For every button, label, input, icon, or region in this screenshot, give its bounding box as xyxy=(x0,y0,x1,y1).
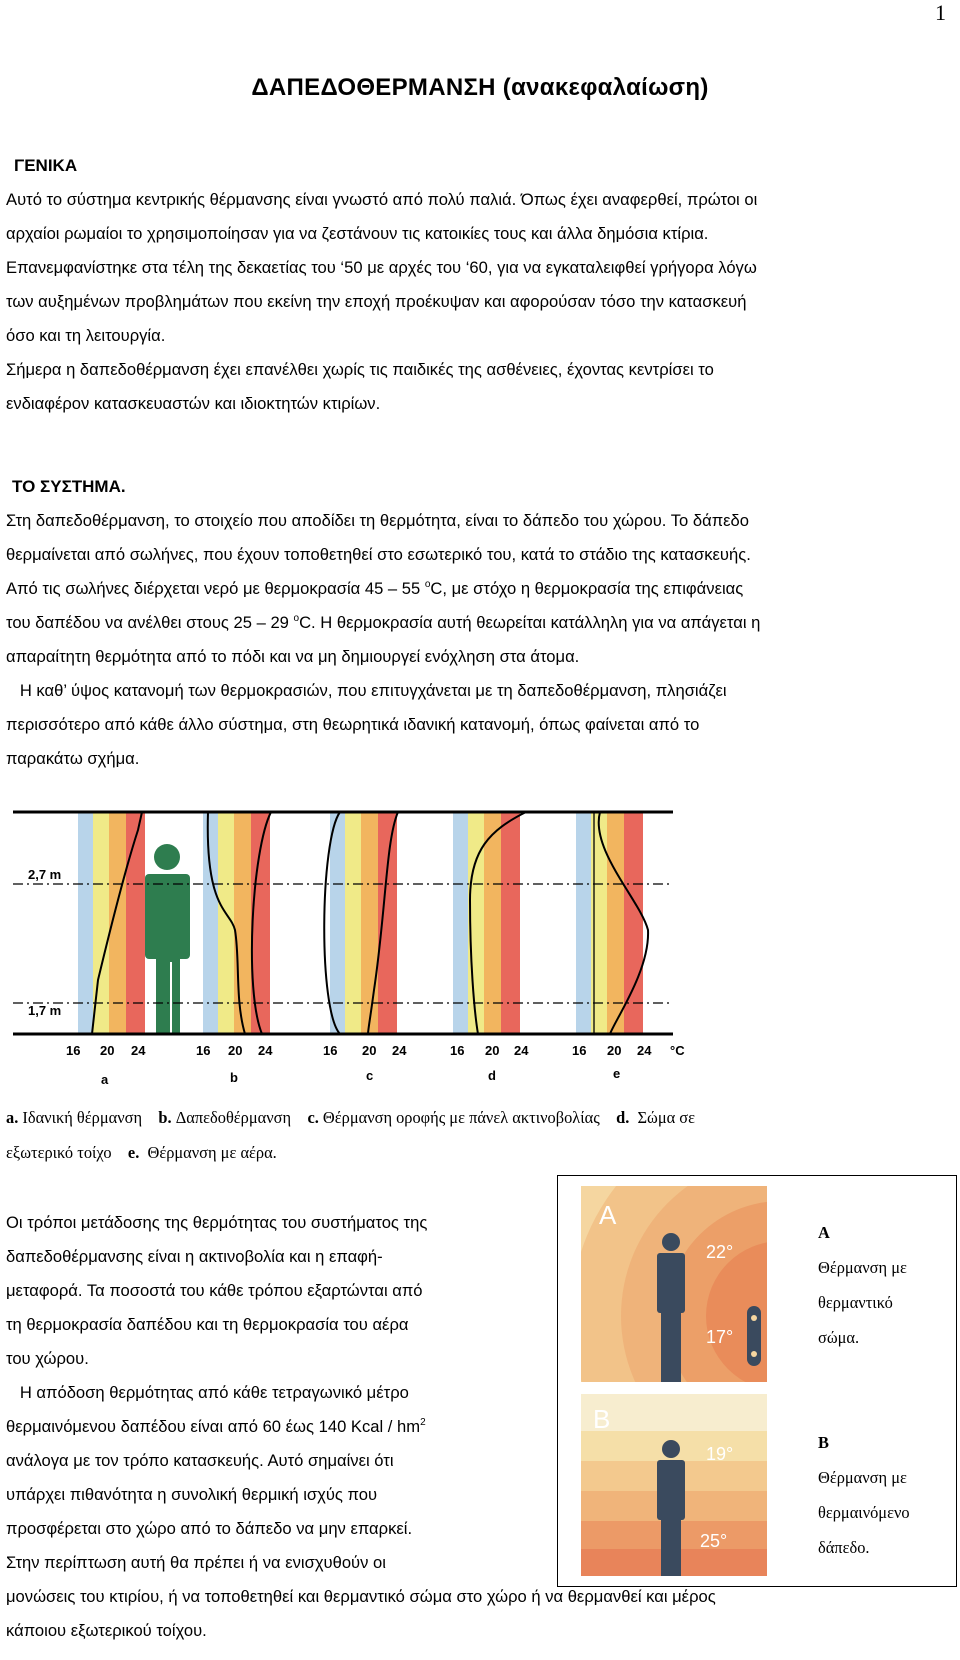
text-line: Αυτό το σύστημα κεντρικής θέρμανσης είναι γνωστό από πολύ παλιά. Όπως έχει αναφερθεί, πρώτοι οι xyxy=(6,190,758,209)
temperature-value: 19° xyxy=(706,1444,734,1464)
text-line: θερμαίνεται από σωλήνες, που έχουν τοποθετηθεί στο εσωτερικό του, κατά το στάδιο της κατασκευής. xyxy=(6,545,751,564)
temperature-distribution-figure xyxy=(0,790,700,1095)
person-icon xyxy=(657,1440,685,1576)
page-title: ΔΑΠΕΔΟΘΕΡΜΑΝΣΗ (ανακεφαλαίωση) xyxy=(251,74,709,101)
tick-label: 20 xyxy=(485,1043,500,1058)
text-line: του δαπέδου να ανέλθει στους 25 – 29 $^o$C. Η θερμοκρασία αυτή θεωρείται κατάλληλη για να απάγεται η xyxy=(6,613,761,632)
panel-label: d xyxy=(488,1068,496,1083)
tick-label: 20 xyxy=(362,1043,377,1058)
person-icon xyxy=(657,1233,685,1382)
tick-label: 16 xyxy=(196,1043,211,1058)
text-line: Στην περίπτωση αυτή θα πρέπει ή να ενισχυθούν οι xyxy=(6,1553,386,1572)
page-number: 1 xyxy=(935,0,946,25)
tick-label: 24 xyxy=(392,1043,407,1058)
panel-label: b xyxy=(230,1070,238,1085)
text-line: όσο και τη λειτουργία. xyxy=(6,326,166,345)
label-b: B Θέρμανση με θερμαινόμενο δάπεδο. xyxy=(818,1433,910,1557)
text-line: θερμαινόμενου δαπέδου είναι από 60 έως 140 Kcal / $hm^2$ xyxy=(6,1417,426,1436)
text-line: κάποιου εξωτερικού τοίχου. xyxy=(6,1621,207,1640)
tick-label: 24 xyxy=(258,1043,273,1058)
tick-label: 24 xyxy=(131,1043,146,1058)
text-line: προσφέρεται στο χώρο από το δάπεδο να μην επαρκεί. xyxy=(6,1519,413,1538)
temperature-value: 25° xyxy=(700,1531,728,1551)
figure-caption: a. Ιδανική θέρμανση b. Δαπεδοθέρμανση c. Θέρμανση οροφής με πάνελ ακτινοβολίας d. Σώμα σε εξωτερικό τοίχο e. Θέρμανση με αέρα. xyxy=(6,1108,696,1162)
text-line: παρακάτω σχήμα. xyxy=(6,749,140,768)
person-icon xyxy=(145,844,190,1035)
text-line: δαπεδοθέρμανσης είναι η ακτινοβολία και η επαφή- xyxy=(6,1247,383,1266)
text-line: Σήμερα η δαπεδοθέρμανση έχει επανέλθει χωρίς τις παιδικές της ασθένειες, έχοντας κεντρίσει το xyxy=(6,360,714,379)
text-line: Η απόδοση θερμότητας από κάθε τετραγωνικό μέτρο xyxy=(6,1383,409,1402)
height-label-lower: 1,7 m xyxy=(28,1003,62,1018)
text-line: των αυξημένων προβλημάτων που εκείνη την εποχή προέκυψαν και αφορούσαν τόσο την κατασκευή xyxy=(6,292,747,311)
temperature-value: 22° xyxy=(706,1242,734,1262)
temperature-value: 17° xyxy=(706,1327,734,1347)
panel-c-bands xyxy=(330,812,397,1034)
tick-label: 16 xyxy=(572,1043,587,1058)
tick-label: 16 xyxy=(323,1043,338,1058)
panel-letter: A xyxy=(599,1200,617,1230)
panel-b-bands xyxy=(203,812,270,1034)
panel-label: e xyxy=(613,1066,621,1081)
text-line: περισσότερο από κάθε άλλο σύστημα, στη θεωρητικά ιδανική κατανομή, όπως φαίνεται από το xyxy=(6,715,700,734)
paragraph-general xyxy=(6,183,951,421)
height-label-upper: 2,7 m xyxy=(28,867,62,882)
panel-a-radiator-heating xyxy=(581,1186,767,1382)
panel-e-bands xyxy=(576,812,643,1034)
text-line: μονώσεις του κτιρίου, ή να τοποθετηθεί και θερμαντικό σώμα στο χώρο ή να θερμανθεί και μέρος xyxy=(6,1587,716,1606)
text-line: απαραίτητη θερμότητα από το πόδι και να μη δημιουργεί ενόχληση στα άτομα. xyxy=(6,647,580,666)
text-line: του χώρου. xyxy=(6,1349,89,1368)
tick-label: 24 xyxy=(514,1043,529,1058)
tick-label: 20 xyxy=(228,1043,243,1058)
panel-d-bands xyxy=(453,812,520,1034)
label-a: A Θέρμανση με θερμαντικό σώμα. xyxy=(818,1223,907,1347)
tick-label: 16 xyxy=(66,1043,81,1058)
text-line: μεταφορά. Τα ποσοστά του κάθε τρόπου εξαρτώνται από xyxy=(6,1281,423,1300)
tick-label: 20 xyxy=(607,1043,622,1058)
text-line: Οι τρόποι μετάδοσης της θερμότητας του συστήματος της xyxy=(6,1213,428,1232)
panel-b-floor-heating xyxy=(581,1394,767,1576)
text-line: ανάλογα με τον τρόπο κατασκευής. Αυτό σημαίνει ότι xyxy=(6,1451,394,1470)
text-line: αρχαίοι ρωμαίοι το χρησιμοποίησαν για να ζεστάνουν τις κατοικίες τους και άλλα δημόσια κτίρια. xyxy=(6,224,709,243)
panel-letter: B xyxy=(593,1404,611,1434)
text-line: ενδιαφέρον κατασκευαστών και ιδιοκτητών κτιρίων. xyxy=(6,394,381,413)
text-line: Στη δαπεδοθέρμανση, το στοιχείο που αποδίδει τη θερμότητα, είναι το δάπεδο του χώρου. Το δάπεδο xyxy=(6,511,750,530)
heading-general: ΓΕΝΙΚΑ xyxy=(14,156,78,175)
unit-label: °C xyxy=(670,1043,685,1058)
panel-label: a xyxy=(101,1072,109,1087)
panel-label: c xyxy=(366,1068,374,1083)
text-line: τη θερμοκρασία δαπέδου και τη θερμοκρασία του αέρα xyxy=(6,1315,409,1334)
paragraph-system xyxy=(6,504,951,776)
tick-label: 24 xyxy=(637,1043,652,1058)
text-line: Επανεμφανίστηκε στα τέλη της δεκαετίας του ‘50 με αρχές του ‘60, για να εγκαταλειφθεί γρήγορα λόγω xyxy=(6,258,757,277)
text-line: υπάρχει πιθανότητα η συνολική θερμική ισχύς που xyxy=(6,1485,378,1504)
tick-label: 20 xyxy=(100,1043,115,1058)
tick-label: 16 xyxy=(450,1043,465,1058)
text-line: Η καθ’ ύψος κατανομή των θερμοκρασιών, που επιτυγχάνεται με τη δαπεδοθέρμανση, πλησιάζει xyxy=(6,681,727,700)
heading-system: ΤΟ ΣΥΣΤΗΜΑ. xyxy=(12,477,126,496)
text-line: Από τις σωλήνες διέρχεται νερό με θερμοκρασία 45 – 55 $^o$C, με στόχο η θερμοκρασία της επιφάνειας xyxy=(6,579,744,598)
